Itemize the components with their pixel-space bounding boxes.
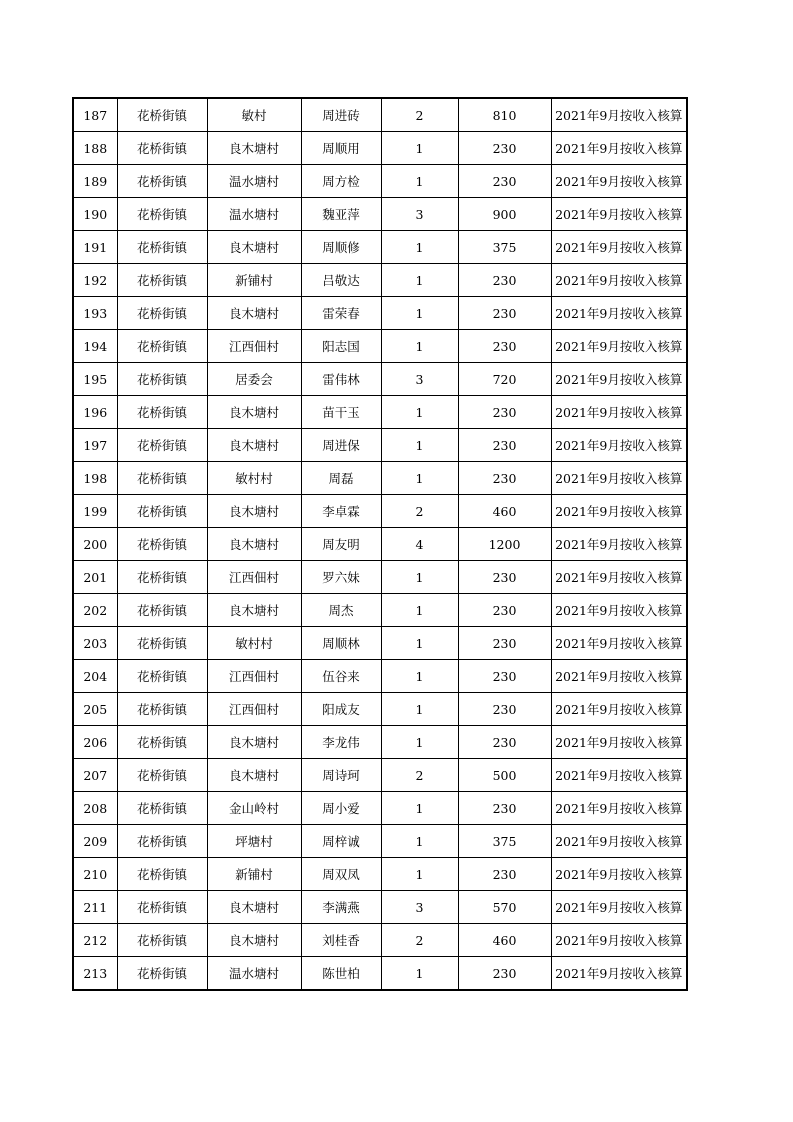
cell-serial-number: 189 [73, 165, 117, 198]
cell-amount: 230 [458, 693, 551, 726]
cell-town: 花桥街镇 [117, 363, 207, 396]
table-row [73, 198, 687, 231]
cell-serial-number: 205 [73, 693, 117, 726]
cell-serial-number: 206 [73, 726, 117, 759]
cell-person-name: 罗六妹 [301, 561, 381, 594]
cell-amount: 230 [458, 627, 551, 660]
cell-note: 2021年9月按收入核算 [551, 825, 687, 858]
cell-village: 良木塘村 [207, 759, 301, 792]
cell-serial-number: 192 [73, 264, 117, 297]
cell-note: 2021年9月按收入核算 [551, 891, 687, 924]
cell-amount: 230 [458, 792, 551, 825]
cell-household-count: 1 [381, 165, 458, 198]
cell-amount: 230 [458, 561, 551, 594]
cell-serial-number: 193 [73, 297, 117, 330]
cell-household-count: 3 [381, 891, 458, 924]
cell-serial-number: 199 [73, 495, 117, 528]
cell-village: 良木塘村 [207, 726, 301, 759]
table-row [73, 363, 687, 396]
cell-person-name: 魏亚萍 [301, 198, 381, 231]
cell-serial-number: 211 [73, 891, 117, 924]
cell-household-count: 2 [381, 924, 458, 957]
cell-note: 2021年9月按收入核算 [551, 495, 687, 528]
table-row [73, 429, 687, 462]
cell-note: 2021年9月按收入核算 [551, 98, 687, 132]
cell-amount: 230 [458, 726, 551, 759]
cell-person-name: 阳成友 [301, 693, 381, 726]
cell-note: 2021年9月按收入核算 [551, 594, 687, 627]
cell-note: 2021年9月按收入核算 [551, 132, 687, 165]
cell-serial-number: 188 [73, 132, 117, 165]
cell-village: 良木塘村 [207, 231, 301, 264]
cell-person-name: 雷伟林 [301, 363, 381, 396]
cell-town: 花桥街镇 [117, 132, 207, 165]
cell-village: 良木塘村 [207, 297, 301, 330]
cell-person-name: 周小爱 [301, 792, 381, 825]
cell-serial-number: 190 [73, 198, 117, 231]
cell-town: 花桥街镇 [117, 627, 207, 660]
cell-town: 花桥街镇 [117, 396, 207, 429]
cell-serial-number: 203 [73, 627, 117, 660]
cell-town: 花桥街镇 [117, 98, 207, 132]
cell-amount: 1200 [458, 528, 551, 561]
cell-person-name: 苗干玉 [301, 396, 381, 429]
cell-person-name: 伍谷来 [301, 660, 381, 693]
table-row [73, 165, 687, 198]
cell-person-name: 周磊 [301, 462, 381, 495]
cell-household-count: 3 [381, 363, 458, 396]
cell-serial-number: 195 [73, 363, 117, 396]
cell-person-name: 刘桂香 [301, 924, 381, 957]
cell-note: 2021年9月按收入核算 [551, 792, 687, 825]
cell-note: 2021年9月按收入核算 [551, 429, 687, 462]
table-row [73, 594, 687, 627]
cell-town: 花桥街镇 [117, 957, 207, 991]
cell-amount: 720 [458, 363, 551, 396]
cell-village: 温水塘村 [207, 198, 301, 231]
data-table [72, 97, 688, 991]
cell-person-name: 周进保 [301, 429, 381, 462]
cell-town: 花桥街镇 [117, 231, 207, 264]
table-row [73, 792, 687, 825]
cell-town: 花桥街镇 [117, 792, 207, 825]
cell-town: 花桥街镇 [117, 693, 207, 726]
cell-village: 新铺村 [207, 264, 301, 297]
cell-person-name: 周进砖 [301, 98, 381, 132]
cell-serial-number: 201 [73, 561, 117, 594]
cell-town: 花桥街镇 [117, 660, 207, 693]
cell-household-count: 2 [381, 495, 458, 528]
cell-note: 2021年9月按收入核算 [551, 198, 687, 231]
cell-note: 2021年9月按收入核算 [551, 957, 687, 991]
cell-town: 花桥街镇 [117, 594, 207, 627]
cell-household-count: 1 [381, 264, 458, 297]
cell-note: 2021年9月按收入核算 [551, 297, 687, 330]
cell-amount: 230 [458, 429, 551, 462]
cell-household-count: 3 [381, 198, 458, 231]
cell-note: 2021年9月按收入核算 [551, 561, 687, 594]
cell-serial-number: 212 [73, 924, 117, 957]
cell-person-name: 陈世柏 [301, 957, 381, 991]
cell-note: 2021年9月按收入核算 [551, 462, 687, 495]
cell-village: 良木塘村 [207, 429, 301, 462]
cell-note: 2021年9月按收入核算 [551, 759, 687, 792]
cell-amount: 375 [458, 231, 551, 264]
table-row [73, 627, 687, 660]
cell-amount: 460 [458, 495, 551, 528]
cell-person-name: 李满燕 [301, 891, 381, 924]
cell-person-name: 阳志国 [301, 330, 381, 363]
cell-household-count: 1 [381, 594, 458, 627]
table-row [73, 462, 687, 495]
cell-town: 花桥街镇 [117, 264, 207, 297]
cell-village: 敏村 [207, 98, 301, 132]
cell-note: 2021年9月按收入核算 [551, 231, 687, 264]
cell-village: 温水塘村 [207, 957, 301, 991]
table-row [73, 891, 687, 924]
cell-town: 花桥街镇 [117, 825, 207, 858]
cell-person-name: 周顺林 [301, 627, 381, 660]
cell-village: 新铺村 [207, 858, 301, 891]
cell-town: 花桥街镇 [117, 726, 207, 759]
cell-serial-number: 187 [73, 98, 117, 132]
cell-town: 花桥街镇 [117, 528, 207, 561]
cell-town: 花桥街镇 [117, 858, 207, 891]
cell-village: 良木塘村 [207, 396, 301, 429]
table-row [73, 264, 687, 297]
cell-town: 花桥街镇 [117, 429, 207, 462]
cell-amount: 570 [458, 891, 551, 924]
cell-note: 2021年9月按收入核算 [551, 693, 687, 726]
cell-person-name: 吕敬达 [301, 264, 381, 297]
cell-amount: 230 [458, 264, 551, 297]
cell-town: 花桥街镇 [117, 330, 207, 363]
table-row [73, 561, 687, 594]
cell-person-name: 周梓诚 [301, 825, 381, 858]
cell-household-count: 1 [381, 330, 458, 363]
cell-village: 良木塘村 [207, 495, 301, 528]
cell-serial-number: 198 [73, 462, 117, 495]
cell-note: 2021年9月按收入核算 [551, 363, 687, 396]
cell-household-count: 1 [381, 693, 458, 726]
cell-town: 花桥街镇 [117, 297, 207, 330]
cell-amount: 230 [458, 462, 551, 495]
cell-household-count: 1 [381, 858, 458, 891]
table-row [73, 726, 687, 759]
cell-household-count: 1 [381, 561, 458, 594]
table-row [73, 231, 687, 264]
cell-household-count: 1 [381, 231, 458, 264]
cell-town: 花桥街镇 [117, 165, 207, 198]
cell-household-count: 1 [381, 462, 458, 495]
cell-household-count: 4 [381, 528, 458, 561]
cell-village: 温水塘村 [207, 165, 301, 198]
cell-town: 花桥街镇 [117, 198, 207, 231]
cell-town: 花桥街镇 [117, 495, 207, 528]
table-row [73, 98, 687, 132]
cell-household-count: 2 [381, 759, 458, 792]
cell-household-count: 1 [381, 660, 458, 693]
cell-person-name: 李卓霖 [301, 495, 381, 528]
cell-note: 2021年9月按收入核算 [551, 264, 687, 297]
cell-serial-number: 208 [73, 792, 117, 825]
cell-note: 2021年9月按收入核算 [551, 924, 687, 957]
cell-amount: 230 [458, 957, 551, 991]
cell-village: 居委会 [207, 363, 301, 396]
cell-amount: 230 [458, 396, 551, 429]
cell-village: 敏村村 [207, 627, 301, 660]
cell-note: 2021年9月按收入核算 [551, 726, 687, 759]
cell-note: 2021年9月按收入核算 [551, 528, 687, 561]
cell-note: 2021年9月按收入核算 [551, 165, 687, 198]
cell-household-count: 1 [381, 396, 458, 429]
cell-amount: 230 [458, 165, 551, 198]
cell-serial-number: 207 [73, 759, 117, 792]
cell-household-count: 1 [381, 957, 458, 991]
cell-person-name: 李龙伟 [301, 726, 381, 759]
cell-amount: 500 [458, 759, 551, 792]
table-row [73, 132, 687, 165]
cell-town: 花桥街镇 [117, 891, 207, 924]
cell-amount: 460 [458, 924, 551, 957]
cell-amount: 230 [458, 858, 551, 891]
cell-amount: 900 [458, 198, 551, 231]
cell-serial-number: 209 [73, 825, 117, 858]
cell-household-count: 2 [381, 98, 458, 132]
table-body [73, 98, 687, 990]
cell-household-count: 1 [381, 627, 458, 660]
cell-household-count: 1 [381, 297, 458, 330]
table-row [73, 660, 687, 693]
table-row [73, 759, 687, 792]
cell-serial-number: 202 [73, 594, 117, 627]
cell-serial-number: 194 [73, 330, 117, 363]
cell-person-name: 周方检 [301, 165, 381, 198]
cell-household-count: 1 [381, 726, 458, 759]
cell-amount: 375 [458, 825, 551, 858]
cell-household-count: 1 [381, 825, 458, 858]
cell-village: 良木塘村 [207, 132, 301, 165]
cell-serial-number: 213 [73, 957, 117, 991]
table-row [73, 693, 687, 726]
cell-person-name: 周友明 [301, 528, 381, 561]
table-row [73, 330, 687, 363]
table-row [73, 858, 687, 891]
cell-amount: 230 [458, 594, 551, 627]
cell-person-name: 雷荣春 [301, 297, 381, 330]
cell-serial-number: 197 [73, 429, 117, 462]
cell-note: 2021年9月按收入核算 [551, 660, 687, 693]
cell-serial-number: 196 [73, 396, 117, 429]
cell-village: 敏村村 [207, 462, 301, 495]
cell-amount: 810 [458, 98, 551, 132]
cell-person-name: 周诗珂 [301, 759, 381, 792]
cell-household-count: 1 [381, 429, 458, 462]
cell-note: 2021年9月按收入核算 [551, 396, 687, 429]
table-row [73, 528, 687, 561]
cell-person-name: 周双凤 [301, 858, 381, 891]
table-row [73, 396, 687, 429]
cell-village: 金山岭村 [207, 792, 301, 825]
cell-note: 2021年9月按收入核算 [551, 627, 687, 660]
cell-village: 江西佃村 [207, 561, 301, 594]
cell-town: 花桥街镇 [117, 561, 207, 594]
cell-person-name: 周顺用 [301, 132, 381, 165]
cell-serial-number: 210 [73, 858, 117, 891]
cell-village: 良木塘村 [207, 528, 301, 561]
table-row [73, 957, 687, 991]
cell-amount: 230 [458, 297, 551, 330]
cell-person-name: 周顺修 [301, 231, 381, 264]
cell-household-count: 1 [381, 792, 458, 825]
cell-town: 花桥街镇 [117, 462, 207, 495]
table-row [73, 495, 687, 528]
cell-serial-number: 200 [73, 528, 117, 561]
cell-village: 良木塘村 [207, 594, 301, 627]
cell-note: 2021年9月按收入核算 [551, 858, 687, 891]
table-row [73, 297, 687, 330]
cell-town: 花桥街镇 [117, 924, 207, 957]
cell-town: 花桥街镇 [117, 759, 207, 792]
cell-village: 江西佃村 [207, 660, 301, 693]
cell-village: 江西佃村 [207, 330, 301, 363]
cell-amount: 230 [458, 660, 551, 693]
cell-person-name: 周杰 [301, 594, 381, 627]
cell-village: 江西佃村 [207, 693, 301, 726]
table-row [73, 924, 687, 957]
cell-village: 良木塘村 [207, 924, 301, 957]
cell-note: 2021年9月按收入核算 [551, 330, 687, 363]
cell-serial-number: 191 [73, 231, 117, 264]
cell-village: 坪塘村 [207, 825, 301, 858]
table-row [73, 825, 687, 858]
cell-serial-number: 204 [73, 660, 117, 693]
cell-household-count: 1 [381, 132, 458, 165]
cell-village: 良木塘村 [207, 891, 301, 924]
cell-amount: 230 [458, 330, 551, 363]
cell-amount: 230 [458, 132, 551, 165]
